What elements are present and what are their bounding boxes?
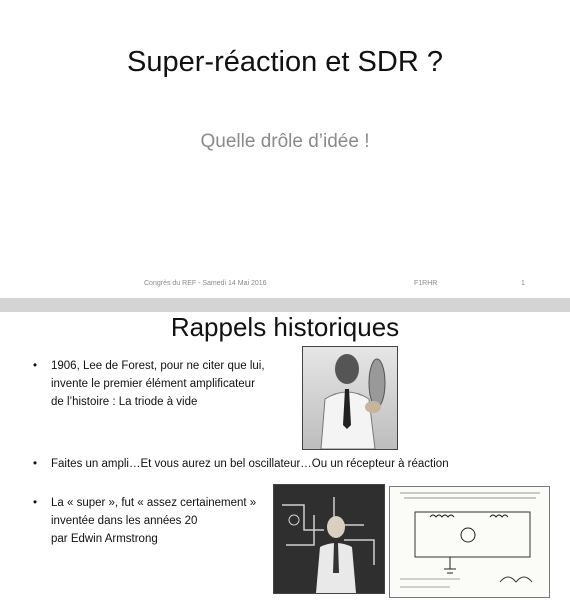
- bullet-text: Faites un ampli…Et vous aurez un bel oscillateur…Ou un récepteur à réaction: [51, 458, 449, 470]
- footer-date: Congrès du REF - Samedi 14 Mai 2016: [144, 280, 267, 287]
- footer-page-number: 1: [521, 280, 525, 287]
- armstrong-photo: [273, 484, 385, 594]
- slide-subtitle: Quelle drôle d’idée !: [200, 131, 370, 152]
- history-slide: [0, 312, 570, 608]
- lee-de-forest-photo: [302, 346, 398, 450]
- bullet-text: La « super », fut « assez certainement » inventée dans les années 20 par Edwin Armstrong: [51, 497, 257, 545]
- bullet-marker: •: [33, 458, 38, 470]
- slide-divider: [0, 298, 570, 312]
- armstrong-circuit-diagram: [389, 486, 550, 598]
- bullet-marker: •: [33, 360, 38, 372]
- bullet-marker: •: [33, 497, 38, 509]
- slide-title: Super-réaction et SDR ?: [127, 46, 443, 78]
- bullet-oscillateur: [33, 455, 449, 473]
- bullet-lee-de-forest: [33, 357, 265, 411]
- title-slide: [0, 0, 570, 298]
- slide-title: Rappels historiques: [170, 312, 400, 342]
- bullet-armstrong: [33, 494, 257, 548]
- bullet-text: 1906, Lee de Forest, pour ne citer que lui, invente le premier élément amplificateur de l’histoire : La triode à vide: [51, 360, 265, 408]
- footer-author: F1RHR: [414, 280, 438, 287]
